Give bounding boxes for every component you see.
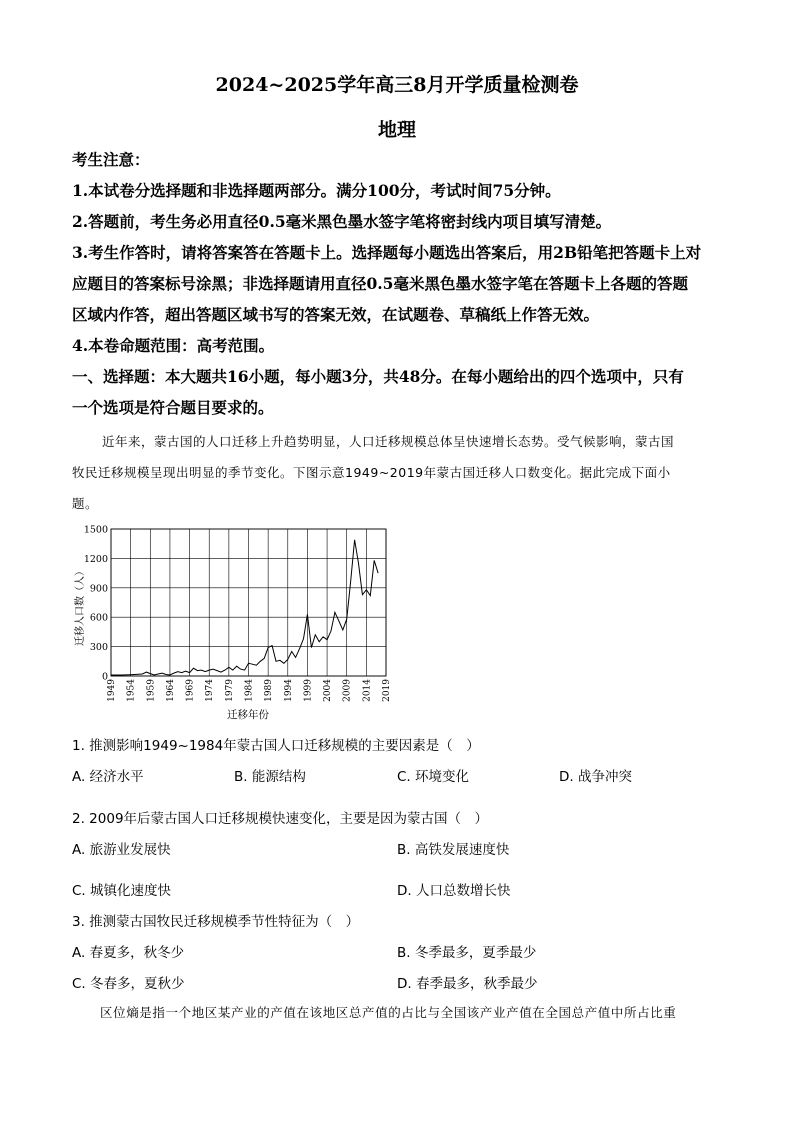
x-tick-label: 2004: [323, 679, 334, 702]
notice-line: 2.答题前，考生务必用直径0.5毫米黑色墨水签字笔将密封线内项目填写清楚。: [72, 212, 612, 231]
x-tick-label: 1994: [283, 679, 294, 702]
notice-heading: 考生注意：: [72, 150, 150, 169]
series-line: [111, 540, 378, 675]
option-2d[interactable]: D. 人口总数增长快: [397, 883, 511, 899]
exam-title: 2024~2025学年高三8月开学质量检测卷: [215, 74, 579, 96]
question-stem: 2. 2009年后蒙古国人口迁移规模快速变化，主要是因为蒙古国（ ）: [72, 811, 489, 827]
x-tick-label: 1979: [224, 679, 235, 702]
option-3b[interactable]: B. 冬季最多，夏季最少: [397, 945, 537, 961]
question-stem: 1. 推测影响1949~1984年蒙古国人口迁移规模的主要因素是（ ）: [72, 738, 480, 754]
y-tick-label: 600: [89, 612, 108, 624]
y-tick-labels: [84, 525, 108, 683]
passage-line: 近年来，蒙古国的人口迁移上升趋势明显，人口迁移规模总体呈快速增长态势。受气候影响，蒙古国: [102, 434, 675, 449]
notice-line: 区域内作答，超出答题区域书写的答案无效，在试题卷、草稿纸上作答无效。: [72, 305, 600, 324]
passage: [72, 426, 722, 519]
y-tick-label: 0: [101, 671, 108, 683]
section-heading-line: 一、选择题：本大题共16小题，每小题3分，共48分。在每小题给出的四个选项中，只有: [72, 367, 684, 386]
x-tick-label: 1964: [165, 679, 176, 702]
option-3c[interactable]: C. 冬春多，夏秋少: [72, 976, 185, 992]
notice-line: 4.本卷命题范围：高考范围。: [72, 336, 275, 355]
notice-block: [72, 144, 732, 423]
x-tick-label: 1989: [264, 679, 275, 702]
notice-line: 3.考生作答时，请将答案答在答题卡上。选择题每小题选出答案后，用2B铅笔把答题卡上对: [72, 243, 702, 262]
x-tick-label: 1984: [244, 679, 255, 702]
x-tick-label: 1974: [205, 679, 216, 702]
notice-line: 1.本试卷分选择题和非选择题两部分。满分100分，考试时间75分钟。: [72, 181, 561, 200]
x-tick-label: 1999: [303, 679, 314, 702]
question-stem: 3. 推测蒙古国牧民迁移规模季节性特征为（ ）: [72, 914, 360, 930]
option-2c[interactable]: C. 城镇化速度快: [72, 883, 172, 899]
option-1c[interactable]: C. 环境变化: [397, 769, 470, 785]
option-1b[interactable]: B. 能源结构: [234, 769, 306, 785]
next-passage: 区位熵是指一个地区某产业的产值在该地区总产值的占比与全国该产业产值在全国总产值中所占比重: [100, 1005, 677, 1020]
option-2a[interactable]: A. 旅游业发展快: [72, 842, 171, 858]
x-tick-label: 1949: [107, 679, 117, 702]
x-tick-labels: [107, 679, 392, 702]
x-tick-label: 2019: [382, 679, 392, 702]
x-tick-label: 1959: [146, 679, 157, 702]
x-tick-label: 2009: [342, 679, 353, 702]
option-2b[interactable]: B. 高铁发展速度快: [397, 842, 510, 858]
y-tick-label: 1200: [83, 553, 108, 565]
subject-title: 地理: [377, 119, 416, 141]
option-1a[interactable]: A. 经济水平: [72, 769, 144, 785]
x-axis-label: 迁移年份: [227, 709, 269, 720]
passage-line: 题。: [72, 496, 99, 511]
y-tick-label: 300: [89, 642, 108, 654]
section-heading-line: 一个选项是符合题目要求的。: [72, 398, 274, 417]
notice-line: 应题目的答案标号涂黑；非选择题请用直径0.5毫米黑色墨水签字笔在答题卡上各题的答题: [72, 274, 688, 293]
option-3a[interactable]: A. 春夏多，秋冬少: [72, 945, 185, 961]
x-tick-label: 2014: [362, 679, 373, 702]
option-3d[interactable]: D. 春季最多，秋季最少: [397, 976, 538, 992]
y-axis-label: 迁移人口数（人）: [75, 566, 86, 646]
option-1d[interactable]: D. 战争冲突: [559, 769, 632, 785]
chart-grid: [111, 529, 386, 676]
y-tick-label: 1500: [83, 524, 108, 536]
x-tick-label: 1969: [185, 679, 196, 702]
migration-line-chart: [66, 520, 396, 720]
x-tick-label: 1954: [126, 679, 137, 702]
y-tick-label: 900: [89, 583, 108, 595]
passage-line: 牧民迁移规模呈现出明显的季节变化。下图示意1949~2019年蒙古国迁移人口数变化。据此完成下面小: [72, 465, 671, 480]
